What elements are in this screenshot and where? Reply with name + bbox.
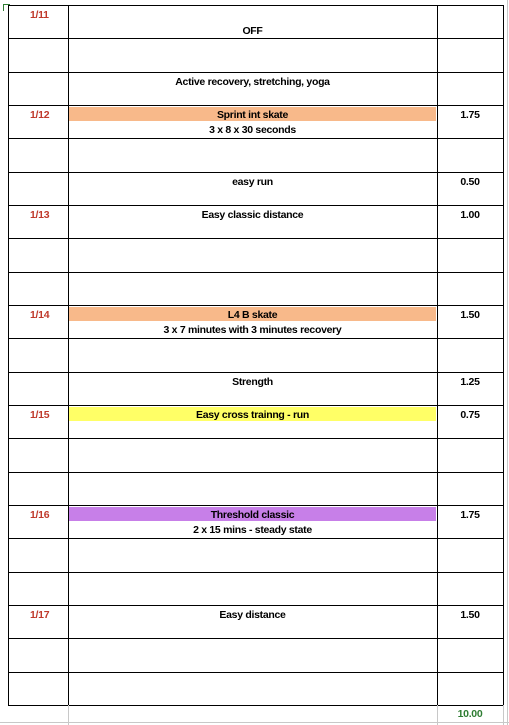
- total-row-border: [0, 722, 509, 723]
- workout-description: Easy classic distance: [201, 209, 304, 221]
- workout-description: 2 x 15 mins - steady state: [193, 524, 312, 536]
- workout-hours: 1.25: [460, 376, 480, 388]
- block-divider: [8, 505, 503, 506]
- workout-description: Strength: [232, 376, 273, 388]
- row-divider: [8, 138, 503, 139]
- row-divider: [8, 272, 503, 273]
- column-divider-faint: [68, 705, 69, 725]
- column-divider: [503, 5, 504, 705]
- workout-description: 3 x 7 minutes with 3 minutes recovery: [163, 324, 342, 336]
- workout-description: Threshold classic: [210, 509, 295, 521]
- day-date: 1/12: [30, 109, 50, 121]
- row-divider: [8, 338, 503, 339]
- sheet-bottom-border: [8, 705, 503, 706]
- block-divider: [8, 405, 503, 406]
- day-date: 1/16: [30, 509, 50, 521]
- workout-description: 3 x 8 x 30 seconds: [209, 124, 296, 136]
- day-date: 1/13: [30, 209, 50, 221]
- total-hours: 10.00: [457, 708, 483, 720]
- workout-description: L4 B skate: [227, 309, 278, 321]
- workout-hours: 1.50: [460, 309, 480, 321]
- column-divider-faint: [503, 705, 504, 725]
- row-divider: [8, 72, 503, 73]
- day-date: 1/11: [30, 9, 49, 21]
- day-date: 1/15: [30, 409, 50, 421]
- workout-hours: 0.50: [460, 176, 480, 188]
- row-divider: [8, 238, 503, 239]
- workout-description: OFF: [242, 25, 263, 37]
- row-divider: [8, 438, 503, 439]
- workout-description: easy run: [232, 176, 273, 188]
- block-divider: [8, 205, 503, 206]
- workout-hours: 1.00: [460, 209, 480, 221]
- workout-description: Sprint int skate: [216, 109, 289, 121]
- row-divider: [8, 172, 503, 173]
- row-divider: [8, 538, 503, 539]
- row-divider: [8, 572, 503, 573]
- workout-hours: 1.75: [460, 109, 480, 121]
- block-divider: [8, 305, 503, 306]
- row-divider: [8, 472, 503, 473]
- day-date: 1/17: [30, 609, 50, 621]
- workout-hours: 1.50: [460, 609, 480, 621]
- row-divider: [8, 638, 503, 639]
- block-divider: [8, 5, 503, 6]
- row-divider: [8, 38, 503, 39]
- right-edge-line: [507, 0, 508, 725]
- workout-description: Active recovery, stretching, yoga: [175, 76, 330, 88]
- workout-hours: 0.75: [460, 409, 480, 421]
- block-divider: [8, 605, 503, 606]
- workout-hours: 1.75: [460, 509, 480, 521]
- day-date: 1/14: [30, 309, 50, 321]
- workout-description: Easy distance: [219, 609, 286, 621]
- block-divider: [8, 105, 503, 106]
- row-divider: [8, 372, 503, 373]
- workout-description: Easy cross trainng - run: [195, 409, 309, 421]
- row-divider: [8, 672, 503, 673]
